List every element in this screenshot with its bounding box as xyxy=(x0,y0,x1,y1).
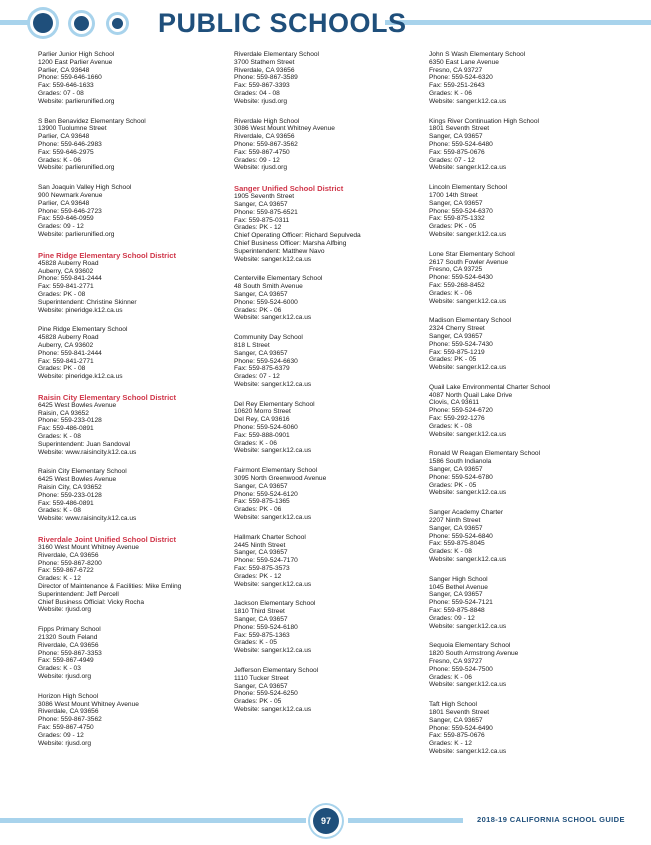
district-entry xyxy=(234,184,424,263)
phone-text: Phone: 559-875-6521 xyxy=(234,208,298,216)
grades-text: Grades: K - 08 xyxy=(429,548,472,556)
header-rule-right xyxy=(385,20,651,25)
phone-text: Phone: 559-524-6000 xyxy=(234,298,298,306)
school-entry xyxy=(234,600,424,655)
district-name: Sanger Unified School District xyxy=(234,184,344,194)
school-entry xyxy=(234,401,424,456)
fax-text: Fax: 559-875-1219 xyxy=(429,348,485,356)
entry-line: 2324 Cherry Street xyxy=(429,325,485,333)
phone-text: Phone: 559-524-6180 xyxy=(234,623,298,631)
entry-line: Riverdale, CA 93656 xyxy=(234,133,295,141)
website-text: Website: www.raisincity.k12.ca.us xyxy=(38,448,137,456)
phone-text: Phone: 559-646-2723 xyxy=(38,207,102,215)
grades-text: Grades: 04 - 08 xyxy=(234,89,280,97)
footer-rule-right xyxy=(348,818,463,823)
school-name: Kings River Continuation High School xyxy=(429,117,539,125)
entry-line: Director of Maintenance & Facilities: Mike Emling xyxy=(38,583,182,591)
entry-line: Superintendent: Matthew Navo xyxy=(234,247,325,255)
fax-text: Fax: 559-875-6379 xyxy=(234,365,290,373)
school-name: Hallmark Charter School xyxy=(234,533,306,541)
school-name: Del Rey Elementary School xyxy=(234,400,315,408)
fax-text: Fax: 559-875-3573 xyxy=(234,565,290,573)
school-name: Lone Star Elementary School xyxy=(429,250,515,258)
grades-text: Grades: PK - 05 xyxy=(234,698,282,706)
website-text: Website: sanger.k12.ca.us xyxy=(429,556,507,564)
school-name: Raisin City Elementary School xyxy=(38,468,127,476)
school-entry xyxy=(38,184,228,239)
entry-line: Riverdale, CA 93656 xyxy=(234,66,295,74)
school-name: Fipps Primary School xyxy=(38,626,101,634)
entry-line: 45828 Auberry Road xyxy=(38,259,99,267)
entry-line: Sanger, CA 93657 xyxy=(429,133,483,141)
school-entry xyxy=(429,384,619,439)
fax-text: Fax: 559-867-4750 xyxy=(234,148,290,156)
entry-line: 13900 Tuolumne Street xyxy=(38,125,107,133)
entry-line: Auberry, CA 93602 xyxy=(38,267,94,275)
school-name: Jefferson Elementary School xyxy=(234,667,319,674)
school-name: Fairmont Elementary School xyxy=(234,467,318,475)
grades-text: Grades: K - 06 xyxy=(38,156,81,164)
school-entry xyxy=(429,576,619,631)
phone-text: Phone: 559-867-3353 xyxy=(38,649,102,657)
phone-text: Phone: 559-524-7170 xyxy=(234,557,298,565)
website-text: Website: sanger.k12.ca.us xyxy=(234,255,312,263)
page-header xyxy=(0,0,651,50)
grades-text: Grades: K - 06 xyxy=(234,439,277,447)
entry-line: 1586 South Indianola xyxy=(429,458,492,466)
entry-line: Fresno, CA 93727 xyxy=(429,658,483,665)
website-text: Website: sanger.k12.ca.us xyxy=(234,647,312,655)
school-entry xyxy=(38,326,228,381)
grades-text: Grades: K - 03 xyxy=(38,665,81,673)
entry-line: Raisin City, CA 93652 xyxy=(38,484,102,492)
phone-text: Phone: 559-867-3562 xyxy=(234,140,298,148)
fax-text: Fax: 559-867-4750 xyxy=(38,723,94,731)
website-text: Website: sanger.k12.ca.us xyxy=(234,514,312,522)
fax-text: Fax: 559-646-1633 xyxy=(38,82,94,90)
entry-line: Riverdale, CA 93656 xyxy=(38,708,99,716)
school-name: Riverdale High School xyxy=(234,117,300,125)
fax-text: Fax: 559-486-0891 xyxy=(38,425,94,433)
phone-text: Phone: 559-524-6250 xyxy=(234,690,298,698)
website-text: Website: parlierunified.org xyxy=(38,230,115,238)
website-text: Website: sanger.k12.ca.us xyxy=(429,489,507,497)
header-dot-medium xyxy=(74,16,89,31)
grades-text: Grades: PK - 06 xyxy=(234,506,282,514)
grades-text: Grades: 07 - 12 xyxy=(429,156,475,164)
entry-line: 6425 West Bowles Avenue xyxy=(38,401,117,409)
entry-line: Sanger, CA 93657 xyxy=(429,199,483,207)
grades-text: Grades: K - 05 xyxy=(234,639,277,647)
entry-line: Sanger, CA 93657 xyxy=(429,332,483,340)
school-name: Community Day School xyxy=(234,334,303,342)
school-entry xyxy=(429,51,619,106)
entry-line: 1200 East Parlier Avenue xyxy=(38,58,113,66)
school-entry xyxy=(429,450,619,497)
fax-text: Fax: 559-646-0959 xyxy=(38,215,94,223)
school-entry xyxy=(234,667,424,714)
entry-line: 21320 South Feland xyxy=(38,634,98,642)
entry-line: Sanger, CA 93657 xyxy=(429,716,483,724)
entry-line: 1810 Third Street xyxy=(234,608,285,616)
entry-line: Sanger, CA 93657 xyxy=(234,549,288,557)
grades-text: Grades: PK - 08 xyxy=(38,290,86,298)
entry-line: 1110 Tucker Street xyxy=(234,674,289,682)
district-entry xyxy=(38,393,228,457)
school-entry xyxy=(234,275,424,322)
entry-line: Superintendent: Christine Skinner xyxy=(38,298,137,306)
school-entry xyxy=(429,118,619,173)
phone-text: Phone: 559-524-6780 xyxy=(429,473,493,481)
grades-text: Grades: K - 06 xyxy=(429,89,472,97)
school-entry xyxy=(429,509,619,564)
grades-text: Grades: PK - 06 xyxy=(234,306,282,314)
school-name: Jackson Elementary School xyxy=(234,600,316,608)
website-text: Website: rjusd.org xyxy=(234,164,288,172)
grades-text: Grades: PK - 08 xyxy=(38,365,86,373)
entry-line: Chief Business Officer: Marsha Alfbing xyxy=(234,239,347,247)
entry-line: Superintendent: Juan Sandoval xyxy=(38,440,131,448)
entry-line: 2207 Ninth Street xyxy=(429,517,481,525)
website-text: Website: parlierunified.org xyxy=(38,97,115,105)
fax-text: Fax: 559-875-8848 xyxy=(429,607,485,615)
school-name: Sequoia Elementary School xyxy=(429,642,511,650)
entry-line: 6425 West Bowles Avenue xyxy=(38,476,117,484)
grades-text: Grades: K - 12 xyxy=(429,740,472,748)
entry-line: 1801 Seventh Street xyxy=(429,125,490,133)
phone-text: Phone: 559-841-2444 xyxy=(38,275,102,283)
fax-text: Fax: 559-841-2771 xyxy=(38,357,94,365)
phone-text: Phone: 559-524-6490 xyxy=(429,724,493,732)
entry-line: Parlier, CA 93648 xyxy=(38,133,90,141)
school-entry xyxy=(38,118,228,173)
website-text: Website: pineridge.k12.ca.us xyxy=(38,306,123,314)
school-entry xyxy=(38,51,228,106)
grades-text: Grades: 07 - 08 xyxy=(38,89,84,97)
website-text: Website: sanger.k12.ca.us xyxy=(429,297,507,305)
entry-line: 1700 14th Street xyxy=(429,191,478,199)
district-entry xyxy=(38,251,228,315)
grades-text: Grades: PK - 05 xyxy=(429,223,477,231)
website-text: Website: sanger.k12.ca.us xyxy=(234,380,312,388)
fax-text: Fax: 559-875-8045 xyxy=(429,540,485,548)
entry-line: 1045 Bethel Avenue xyxy=(429,583,488,591)
school-entry xyxy=(234,51,424,106)
school-name: San Joaquin Valley High School xyxy=(38,184,132,192)
entry-line: Del Rey, CA 93616 xyxy=(234,416,290,424)
phone-text: Phone: 559-867-3562 xyxy=(38,716,102,724)
website-text: Website: sanger.k12.ca.us xyxy=(429,747,507,755)
school-name: Madison Elementary School xyxy=(429,317,512,325)
entry-line: Fresno, CA 93725 xyxy=(429,266,483,274)
fax-text: Fax: 559-867-3393 xyxy=(234,82,290,90)
fax-text: Fax: 559-292-1276 xyxy=(429,415,485,423)
school-name: Sanger High School xyxy=(429,575,488,583)
entry-line: Sanger, CA 93657 xyxy=(234,290,288,298)
entry-line: Sanger, CA 93657 xyxy=(429,524,483,532)
phone-text: Phone: 559-524-6120 xyxy=(234,490,298,498)
district-entry xyxy=(38,535,228,614)
phone-text: Phone: 559-233-0128 xyxy=(38,417,102,425)
entry-line: 4087 North Quail Lake Drive xyxy=(429,391,513,399)
header-dot-large xyxy=(33,13,53,33)
grades-text: Grades: K - 06 xyxy=(429,289,472,297)
entry-line: 818 L Street xyxy=(234,341,270,349)
entry-line: 45828 Auberry Road xyxy=(38,334,99,342)
entry-line: Raisin, CA 93652 xyxy=(38,409,89,417)
listing-column-2 xyxy=(234,51,424,726)
phone-text: Phone: 559-524-6630 xyxy=(234,357,298,365)
school-entry xyxy=(429,251,619,306)
entry-line: Sanger, CA 93657 xyxy=(234,482,288,490)
grades-text: Grades: 09 - 12 xyxy=(234,156,280,164)
phone-text: Phone: 559-524-6480 xyxy=(429,140,493,148)
entry-line: Sanger, CA 93657 xyxy=(429,466,483,474)
school-name: Pine Ridge Elementary School xyxy=(38,326,128,334)
grades-text: Grades: K - 06 xyxy=(429,673,472,681)
school-name: Sanger Academy Charter xyxy=(429,509,504,517)
phone-text: Phone: 559-524-7500 xyxy=(429,665,493,673)
school-entry xyxy=(38,468,228,523)
website-text: Website: sanger.k12.ca.us xyxy=(429,364,507,372)
grades-text: Grades: K - 08 xyxy=(38,433,81,441)
entry-line: 6350 East Lane Avenue xyxy=(429,58,499,66)
phone-text: Phone: 559-233-0128 xyxy=(38,491,102,499)
website-text: Website: sanger.k12.ca.us xyxy=(429,622,507,630)
school-name: Horizon High School xyxy=(38,692,99,700)
website-text: Website: sanger.k12.ca.us xyxy=(429,681,507,689)
fax-text: Fax: 559-268-8452 xyxy=(429,281,485,289)
entry-line: Superintendent: Jeff Percell xyxy=(38,590,119,598)
school-name: Centerville Elementary School xyxy=(234,275,323,283)
website-text: Website: www.raisincity.k12.ca.us xyxy=(38,515,137,523)
entry-line: Sanger, CA 93657 xyxy=(234,200,288,208)
school-entry xyxy=(234,467,424,522)
website-text: Website: rjusd.org xyxy=(38,606,92,614)
fax-text: Fax: 559-875-0676 xyxy=(429,732,485,740)
school-entry xyxy=(234,118,424,173)
grades-text: Grades: K - 08 xyxy=(429,422,472,430)
page-title: PUBLIC SCHOOLS xyxy=(158,8,407,38)
website-text: Website: rjusd.org xyxy=(234,97,288,105)
entry-line: Fresno, CA 93727 xyxy=(429,66,483,74)
website-text: Website: sanger.k12.ca.us xyxy=(429,97,507,105)
listing-column-3 xyxy=(429,51,619,768)
grades-text: Grades: PK - 05 xyxy=(429,481,477,489)
school-entry xyxy=(429,701,619,756)
grades-text: Grades: PK - 05 xyxy=(429,356,477,364)
grades-text: Grades: 07 - 12 xyxy=(234,373,280,381)
school-entry xyxy=(429,184,619,239)
website-text: Website: sanger.k12.ca.us xyxy=(429,164,507,172)
entry-line: 1820 South Armstrong Avenue xyxy=(429,650,519,658)
grades-text: Grades: 09 - 12 xyxy=(429,614,475,622)
website-text: Website: pineridge.k12.ca.us xyxy=(38,373,123,381)
entry-line: Auberry, CA 93602 xyxy=(38,341,94,349)
phone-text: Phone: 559-841-2444 xyxy=(38,349,102,357)
fax-text: Fax: 559-251-2643 xyxy=(429,82,485,90)
entry-line: 2617 South Fowler Avenue xyxy=(429,258,509,266)
entry-line: Chief Operating Officer: Richard Sepulveda xyxy=(234,232,361,240)
school-entry xyxy=(429,642,619,689)
grades-text: Grades: K - 12 xyxy=(38,575,81,583)
school-name: Parlier Junior High School xyxy=(38,51,115,58)
fax-text: Fax: 559-875-1363 xyxy=(234,631,290,639)
grades-text: Grades: 09 - 12 xyxy=(38,731,84,739)
district-name: Riverdale Joint Unified School District xyxy=(38,535,176,545)
school-name: Lincoln Elementary School xyxy=(429,184,508,192)
district-name: Raisin City Elementary School District xyxy=(38,392,176,402)
phone-text: Phone: 559-524-6370 xyxy=(429,207,493,215)
entry-line: Riverdale, CA 93656 xyxy=(38,641,99,649)
school-entry xyxy=(234,334,424,389)
fax-text: Fax: 559-875-0311 xyxy=(234,216,290,224)
phone-text: Phone: 559-524-7430 xyxy=(429,340,493,348)
grades-text: Grades: K - 08 xyxy=(38,507,81,515)
entry-line: 1905 Seventh Street xyxy=(234,193,295,201)
page-number: 97 xyxy=(313,808,339,834)
phone-text: Phone: 559-524-6320 xyxy=(429,74,493,82)
fax-text: Fax: 559-841-2771 xyxy=(38,283,94,291)
phone-text: Phone: 559-646-2983 xyxy=(38,140,102,148)
header-dot-small xyxy=(112,18,123,29)
entry-line: 3086 West Mount Whitney Avenue xyxy=(38,700,139,708)
entry-line: 10620 Morro Street xyxy=(234,408,291,416)
website-text: Website: sanger.k12.ca.us xyxy=(429,430,507,438)
website-text: Website: sanger.k12.ca.us xyxy=(429,230,507,238)
grades-text: Grades: 09 - 12 xyxy=(38,223,84,231)
website-text: Website: parlierunified.org xyxy=(38,164,115,172)
entry-line: 900 Newmark Avenue xyxy=(38,191,103,199)
school-name: Quail Lake Environmental Charter School xyxy=(429,383,551,391)
entry-line: 2445 Ninth Street xyxy=(234,541,286,549)
entry-line: Sanger, CA 93657 xyxy=(429,591,483,599)
phone-text: Phone: 559-524-6430 xyxy=(429,274,493,282)
entry-line: 3700 Stathem Street xyxy=(234,58,295,66)
phone-text: Phone: 559-867-8200 xyxy=(38,559,102,567)
footer-rule-left xyxy=(0,818,306,823)
entry-line: Parlier, CA 93648 xyxy=(38,199,90,207)
school-name: Taft High School xyxy=(429,701,478,709)
entry-line: Sanger, CA 93657 xyxy=(234,349,288,357)
grades-text: Grades: PK - 12 xyxy=(234,572,282,580)
school-entry xyxy=(234,534,424,589)
fax-text: Fax: 559-875-1332 xyxy=(429,215,485,223)
website-text: Website: sanger.k12.ca.us xyxy=(234,447,312,455)
phone-text: Phone: 559-524-6840 xyxy=(429,532,493,540)
phone-text: Phone: 559-646-1660 xyxy=(38,74,102,82)
website-text: Website: rjusd.org xyxy=(38,739,92,747)
fax-text: Fax: 559-888-0901 xyxy=(234,431,290,439)
entry-line: 3160 West Mount Whitney Avenue xyxy=(38,544,139,552)
entry-line: 1801 Seventh Street xyxy=(429,708,490,716)
school-entry xyxy=(38,693,228,748)
listing-column-1 xyxy=(38,51,228,759)
phone-text: Phone: 559-524-7121 xyxy=(429,599,493,607)
entry-line: Clovis, CA 93611 xyxy=(429,399,480,407)
school-entry xyxy=(38,626,228,681)
entry-line: Parlier, CA 93648 xyxy=(38,66,90,74)
school-name: S Ben Benavidez Elementary School xyxy=(38,117,146,125)
entry-line: Chief Business Official: Vicky Rocha xyxy=(38,598,145,606)
fax-text: Fax: 559-867-4949 xyxy=(38,657,94,665)
entry-line: Sanger, CA 93657 xyxy=(234,616,288,624)
fax-text: Fax: 559-875-1365 xyxy=(234,498,290,506)
fax-text: Fax: 559-486-0891 xyxy=(38,499,94,507)
school-name: John S Wash Elementary School xyxy=(429,51,526,58)
phone-text: Phone: 559-524-6060 xyxy=(234,424,298,432)
fax-text: Fax: 559-646-2975 xyxy=(38,148,94,156)
phone-text: Phone: 559-524-6720 xyxy=(429,407,493,415)
school-name: Riverdale Elementary School xyxy=(234,51,320,58)
entry-line: Sanger, CA 93657 xyxy=(234,682,288,690)
fax-text: Fax: 559-875-0676 xyxy=(429,148,485,156)
entry-line: 48 South Smith Avenue xyxy=(234,283,303,291)
entry-line: 3086 West Mount Whitney Avenue xyxy=(234,125,335,133)
school-entry xyxy=(429,317,619,372)
website-text: Website: sanger.k12.ca.us xyxy=(234,580,312,588)
entry-line: 3095 North Greenwood Avenue xyxy=(234,475,327,483)
fax-text: Fax: 559-867-6722 xyxy=(38,567,94,575)
phone-text: Phone: 559-867-3589 xyxy=(234,74,298,82)
school-name: Ronald W Reagan Elementary School xyxy=(429,450,541,458)
grades-text: Grades: PK - 12 xyxy=(234,224,282,232)
district-name: Pine Ridge Elementary School District xyxy=(38,250,176,260)
website-text: Website: rjusd.org xyxy=(38,673,92,680)
entry-line: Riverdale, CA 93656 xyxy=(38,551,99,559)
guide-title: 2018-19 CALIFORNIA SCHOOL GUIDE xyxy=(477,815,625,824)
website-text: Website: sanger.k12.ca.us xyxy=(234,314,312,322)
website-text: Website: sanger.k12.ca.us xyxy=(234,705,312,713)
